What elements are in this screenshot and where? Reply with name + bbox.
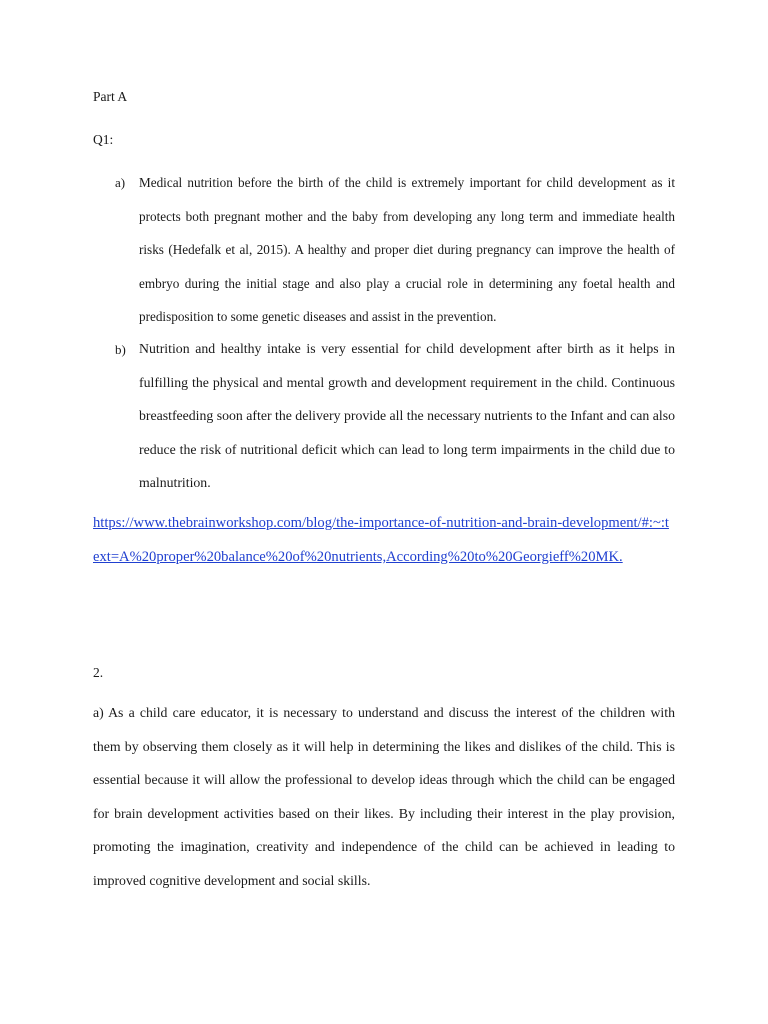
q1-item-a-text: Medical nutrition before the birth of the child is extremely important for child development as it protects both pregnant mother and the baby from developing any long term and immediate health risks (Hedefalk et al, 2015). A healthy and proper diet during pregnancy can improve the health of embryo during the initial stage and also play a crucial role in determining any foetal health and predisposition to some genetic diseases and assist in the prevention. [139, 175, 675, 324]
question-2-label: 2. [93, 665, 104, 680]
question-1-label: Q1: [93, 132, 114, 147]
reference-link[interactable]: https://www.thebrainworkshop.com/blog/the-importance-of-nutrition-and-brain-development/#:~:text=A%20proper%20balance%20of%20nutrients,According%20to%20Georgieff%20MK. [93, 515, 669, 565]
q1-item-b-text: Nutrition and healthy intake is very essential for child development after birth as it helps in fulfilling the physical and mental growth and development requirement in the child. Continuous breastfeeding soon after the delivery provide all the necessary nutrients to the Infant and can also reduce the risk of nutritional deficit which can lead to long term impairments in the child due to malnutrition. [139, 341, 675, 491]
part-heading: Part A [93, 89, 128, 104]
q2-paragraph: a) As a child care educator, it is necessary to understand and discuss the interest of the children with them by observing them closely as it will help in determining the likes and dislikes of the child. This is essential because it will allow the professional to develop ideas through which the child can be engaged for brain development activities based on their likes. By including their interest in the play provision, promoting the imagination, creativity and independence of the child can be achieved in leading to improved cognitive development and social skills. [93, 705, 675, 888]
list-marker-a: a) [115, 175, 126, 190]
list-marker-b: b) [115, 342, 126, 357]
